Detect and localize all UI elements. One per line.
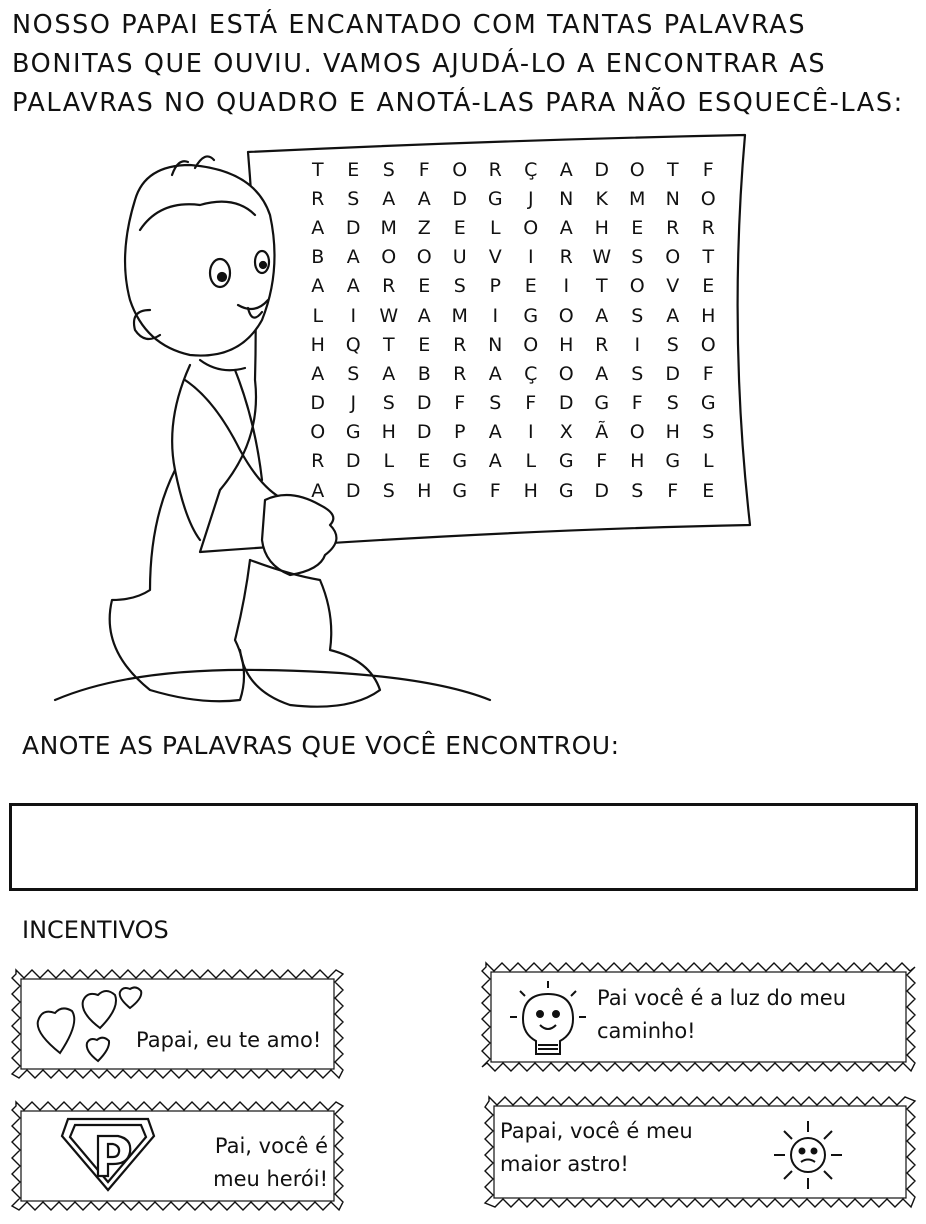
grid-row — [300, 359, 730, 388]
grid-letter: F — [702, 362, 714, 385]
grid-letter: E — [418, 450, 431, 473]
grid-row — [300, 476, 730, 505]
grid-letter: A — [311, 275, 325, 298]
grid-letter: D — [665, 362, 681, 385]
grid-row — [300, 243, 730, 272]
grid-letter: U — [452, 246, 467, 269]
grid-letter: H — [594, 216, 609, 239]
grid-letter: T — [311, 158, 324, 181]
grid-letter: D — [416, 392, 432, 415]
grid-row — [300, 155, 730, 184]
grid-letter: I — [563, 275, 570, 298]
grid-letter: S — [382, 392, 395, 415]
grid-letter: G — [487, 187, 503, 210]
grid-letter: R — [453, 362, 467, 385]
grid-letter: N — [665, 187, 680, 210]
grid-letter: A — [311, 362, 325, 385]
grid-letter: R — [311, 187, 325, 210]
grid-letter: S — [347, 187, 360, 210]
grid-letter: A — [559, 158, 573, 181]
grid-letter: L — [702, 450, 714, 473]
grid-letter: D — [558, 392, 574, 415]
grid-letter: D — [416, 421, 432, 444]
grid-letter: O — [665, 246, 681, 269]
grid-letter: S — [702, 421, 715, 444]
grid-letter: S — [347, 362, 360, 385]
grid-letter: T — [702, 246, 715, 269]
grid-letter: R — [666, 216, 680, 239]
grid-letter: A — [382, 187, 396, 210]
card-text-line: meu herói! — [213, 1167, 328, 1191]
grid-letter: O — [416, 246, 432, 269]
incentive-card — [10, 1100, 345, 1212]
answer-prompt: ANOTE AS PALAVRAS QUE VOCÊ ENCONTROU: — [22, 731, 620, 760]
grid-letter: W — [379, 304, 399, 327]
grid-letter: R — [488, 158, 502, 181]
grid-letter: L — [312, 304, 324, 327]
grid-letter: F — [454, 392, 466, 415]
grid-letter: M — [451, 304, 468, 327]
grid-letter: A — [346, 246, 360, 269]
grid-letter: O — [381, 246, 397, 269]
grid-row — [300, 213, 730, 242]
grid-letter: A — [346, 275, 360, 298]
grid-letter: D — [452, 187, 468, 210]
grid-letter: A — [311, 479, 325, 502]
grid-letter: S — [631, 246, 644, 269]
grid-letter: H — [417, 479, 432, 502]
grid-letter: K — [595, 187, 608, 210]
grid-letter: O — [700, 187, 716, 210]
grid-letter: F — [702, 158, 714, 181]
grid-letter: S — [631, 479, 644, 502]
grid-letter: R — [701, 216, 715, 239]
grid-letter: T — [666, 158, 679, 181]
grid-letter: O — [523, 333, 539, 356]
grid-letter: G — [700, 392, 716, 415]
grid-letter: G — [523, 304, 539, 327]
grid-letter: A — [488, 362, 502, 385]
grid-letter: F — [667, 479, 679, 502]
grid-letter: J — [350, 392, 357, 415]
grid-letter: S — [382, 479, 395, 502]
grid-letter: D — [345, 479, 361, 502]
grid-letter: N — [488, 333, 503, 356]
card-text-line: caminho! — [597, 1019, 696, 1043]
grid-letter: Ç — [524, 158, 538, 181]
grid-letter: L — [383, 450, 395, 473]
grid-letter: A — [488, 421, 502, 444]
grid-letter: A — [488, 450, 502, 473]
superhero-emblem-icon — [58, 1114, 158, 1194]
grid-letter: O — [629, 158, 645, 181]
grid-letter: A — [559, 216, 573, 239]
grid-letter: M — [629, 187, 646, 210]
grid-letter: R — [311, 450, 325, 473]
grid-letter: Z — [417, 216, 431, 239]
grid-letter: S — [382, 158, 395, 181]
grid-row — [300, 301, 730, 330]
grid-letter: L — [489, 216, 501, 239]
grid-letter: E — [418, 275, 431, 298]
grid-letter: A — [382, 362, 396, 385]
incentive-card — [480, 961, 917, 1073]
grid-row — [300, 389, 730, 418]
grid-letter: H — [381, 421, 396, 444]
grid-letter: A — [417, 304, 431, 327]
instructions-line: BONITAS QUE OUVIU. VAMOS AJUDÁ-LO A ENCONTRAR AS — [12, 49, 827, 79]
grid-letter: O — [558, 304, 574, 327]
grid-letter: B — [311, 246, 325, 269]
grid-letter: D — [345, 216, 361, 239]
grid-letter: G — [665, 450, 681, 473]
grid-letter: O — [523, 216, 539, 239]
grid-letter: I — [492, 304, 499, 327]
grid-letter: O — [629, 275, 645, 298]
grid-letter: O — [310, 421, 326, 444]
grid-letter: D — [310, 392, 326, 415]
grid-letter: H — [701, 304, 716, 327]
grid-letter: P — [454, 421, 466, 444]
grid-letter: H — [559, 333, 574, 356]
grid-letter: E — [453, 216, 466, 239]
grid-letter: G — [452, 479, 468, 502]
grid-letter: F — [631, 392, 643, 415]
grid-letter: H — [310, 333, 325, 356]
grid-letter: G — [594, 392, 610, 415]
grid-letter: T — [382, 333, 395, 356]
grid-letter: H — [665, 421, 680, 444]
hearts-icon — [30, 983, 150, 1063]
incentive-card — [483, 1095, 917, 1209]
grid-letter: E — [347, 158, 360, 181]
grid-letter: I — [350, 304, 357, 327]
instructions-line: NOSSO PAPAI ESTÁ ENCANTADO COM TANTAS PALAVRAS — [12, 10, 807, 40]
grid-letter: R — [453, 333, 467, 356]
grid-letter: V — [488, 246, 502, 269]
grid-letter: Q — [345, 333, 361, 356]
grid-letter: D — [594, 158, 610, 181]
grid-letter: A — [666, 304, 680, 327]
grid-row — [300, 418, 730, 447]
sun-icon — [763, 1115, 853, 1195]
card-text-line: maior astro! — [500, 1152, 629, 1176]
grid-letter: J — [527, 187, 534, 210]
grid-letter: E — [418, 333, 431, 356]
grid-letter: G — [345, 421, 361, 444]
grid-letter: S — [631, 304, 644, 327]
grid-letter: S — [631, 362, 644, 385]
grid-letter: H — [630, 450, 645, 473]
grid-letter: S — [666, 333, 679, 356]
grid-letter: G — [452, 450, 468, 473]
grid-letter: D — [345, 450, 361, 473]
card-text-line: Papai, eu te amo! — [136, 1028, 322, 1052]
grid-letter: A — [311, 216, 325, 239]
card-text-line: Pai, você é — [214, 1134, 328, 1158]
grid-letter: O — [452, 158, 468, 181]
grid-letter: R — [382, 275, 396, 298]
grid-row — [300, 330, 730, 359]
grid-letter: O — [558, 362, 574, 385]
grid-letter: W — [592, 246, 612, 269]
grid-letter: S — [453, 275, 466, 298]
grid-letter: I — [527, 421, 534, 444]
grid-row — [300, 272, 730, 301]
grid-letter: E — [524, 275, 537, 298]
grid-letter: G — [558, 450, 574, 473]
grid-row — [300, 184, 730, 213]
grid-letter: F — [596, 450, 608, 473]
grid-letter: N — [559, 187, 574, 210]
grid-letter: Ã — [595, 421, 609, 444]
grid-letter: O — [700, 333, 716, 356]
grid-letter: I — [527, 246, 534, 269]
grid-letter: O — [629, 421, 645, 444]
grid-letter: M — [380, 216, 397, 239]
grid-letter: Ç — [524, 362, 538, 385]
lightbulb-icon — [508, 979, 588, 1061]
word-search-grid — [300, 155, 730, 505]
grid-letter: T — [595, 275, 608, 298]
grid-letter: A — [595, 304, 609, 327]
grid-letter: F — [489, 479, 501, 502]
grid-letter: R — [595, 333, 609, 356]
grid-letter: H — [523, 479, 538, 502]
grid-letter: E — [702, 275, 715, 298]
answer-box[interactable] — [9, 803, 918, 891]
grid-letter: S — [489, 392, 502, 415]
instructions-line: PALAVRAS NO QUADRO E ANOTÁ-LAS PARA NÃO ESQUECÊ-LAS: — [12, 88, 904, 118]
grid-letter: G — [558, 479, 574, 502]
incentives-title: INCENTIVOS — [22, 916, 169, 944]
grid-letter: A — [417, 187, 431, 210]
grid-letter: A — [595, 362, 609, 385]
card-text-line: Papai, você é meu — [500, 1119, 693, 1143]
card-text-line: Pai você é a luz do meu — [597, 986, 847, 1010]
grid-letter: L — [525, 450, 537, 473]
grid-letter: X — [559, 421, 573, 444]
grid-letter: E — [702, 479, 715, 502]
incentive-card — [10, 968, 345, 1080]
grid-letter: S — [666, 392, 679, 415]
grid-letter: F — [525, 392, 537, 415]
grid-row — [300, 447, 730, 476]
grid-letter: R — [559, 246, 573, 269]
grid-letter: P — [489, 275, 501, 298]
grid-letter: F — [418, 158, 430, 181]
grid-letter: V — [666, 275, 680, 298]
grid-letter: D — [594, 479, 610, 502]
grid-letter: B — [417, 362, 431, 385]
grid-letter: I — [634, 333, 641, 356]
instructions — [12, 6, 917, 123]
grid-letter: E — [631, 216, 644, 239]
